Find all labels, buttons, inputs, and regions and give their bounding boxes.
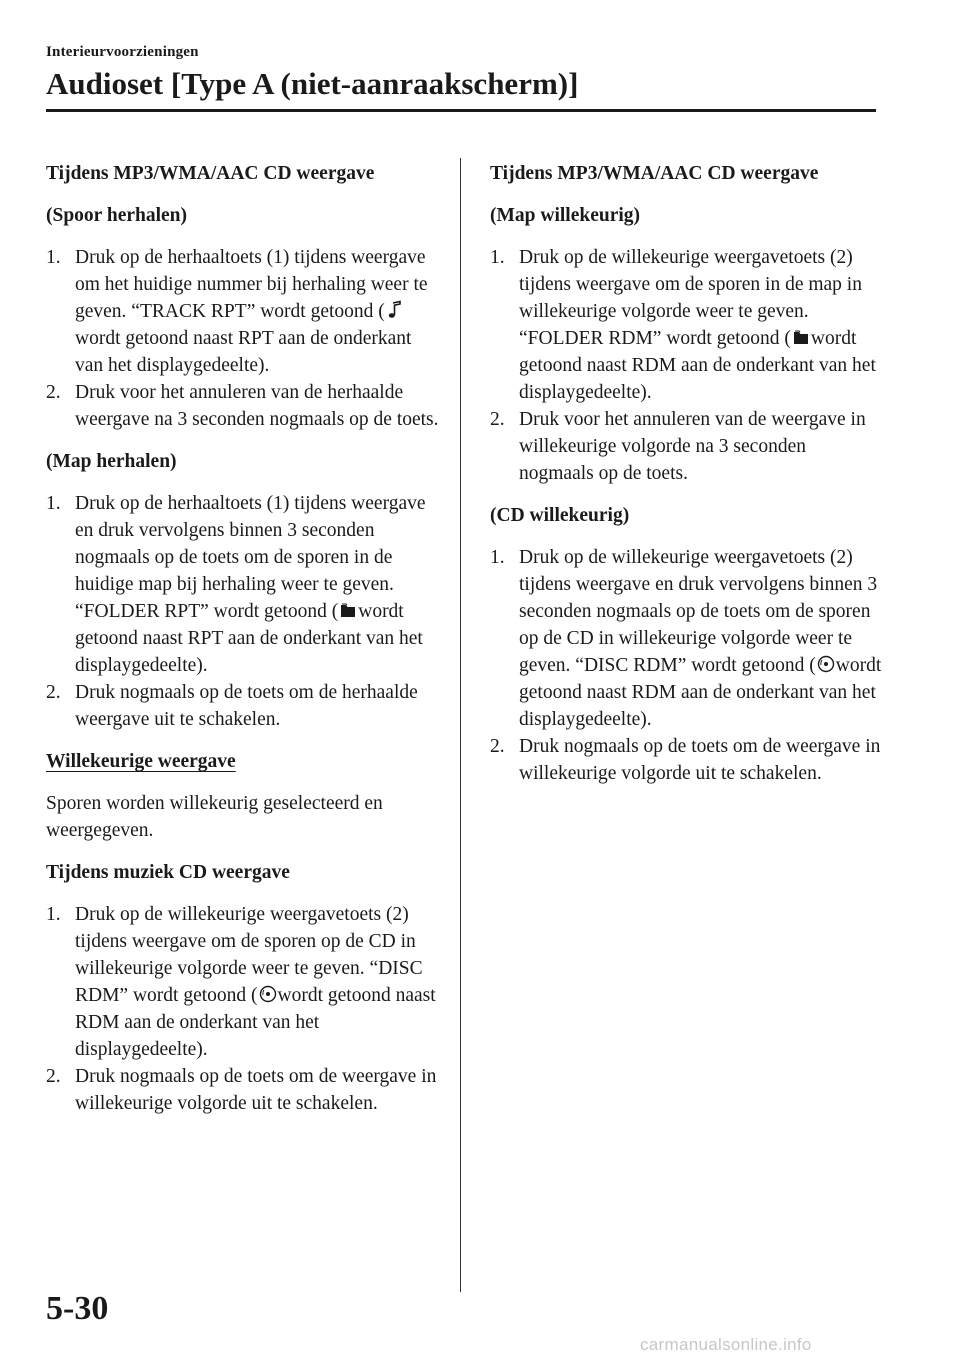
step-number: 1. — [46, 904, 61, 925]
step-number: 1. — [490, 247, 505, 268]
step-number: 1. — [46, 493, 61, 514]
map-herhalen-steps — [46, 490, 442, 733]
step-text: Druk nogmaals op de toets om de weergave in willekeurige volgorde uit te schakelen. — [75, 1066, 437, 1114]
step-number: 2. — [46, 682, 61, 703]
step-text: wordt getoond naast RPT aan de onderkant van het displaygedeelte). — [75, 601, 423, 676]
watermark: carmanualsonline.info — [640, 1335, 812, 1354]
mp3-heading: Tijdens MP3/WMA/AAC CD weergave — [46, 163, 375, 184]
spoor-herhalen-steps — [46, 244, 442, 433]
step-text: wordt getoond naast RPT aan de onderkant van het displaygedeelte). — [75, 328, 412, 376]
list-item — [46, 901, 442, 1063]
step-text: wordt getoond naast RDM aan de onderkant van het displaygedeelte). — [519, 328, 876, 403]
folder-icon — [792, 327, 810, 347]
step-number: 1. — [46, 247, 61, 268]
column-divider — [460, 158, 461, 1292]
step-text: Druk voor het annuleren van de weergave in willekeurige volgorde na 3 seconden nogmaals op de toets. — [519, 409, 866, 484]
step-number: 2. — [46, 1066, 61, 1087]
muziek-cd-steps — [46, 901, 442, 1117]
step-number: 1. — [490, 547, 505, 568]
step-text: Druk op de willekeurige weergavetoets (2) tijdens weergave en druk vervolgens binnen 3 seconden nogmaals op de toets om de sporen op de CD in willekeurige volgorde weer te geven. “DISC RDM” wordt getoond ( — [519, 547, 878, 676]
step-text: Druk nogmaals op de toets om de herhaalde weergave uit te schakelen. — [75, 682, 418, 730]
step-text: wordt getoond naast RDM aan de onderkant van het displaygedeelte). — [519, 655, 882, 730]
list-item — [46, 679, 442, 733]
map-willekeurig-steps — [490, 244, 882, 487]
step-number: 2. — [490, 736, 505, 757]
list-item — [490, 733, 882, 787]
map-willekeurig-heading: (Map willekeurig) — [490, 205, 641, 226]
page-number: 5-30 — [46, 1290, 109, 1327]
disc-icon — [817, 654, 835, 674]
folder-icon — [339, 600, 357, 620]
step-text: Druk nogmaals op de toets om de weergave in willekeurige volgorde uit te schakelen. — [519, 736, 881, 784]
muziek-cd-heading: Tijdens muziek CD weergave — [46, 862, 290, 883]
map-herhalen-heading: (Map herhalen) — [46, 451, 177, 472]
list-item — [46, 490, 442, 679]
right-column — [490, 160, 882, 802]
list-item — [46, 379, 442, 433]
step-text: Druk op de herhaaltoets (1) tijdens weergave en druk vervolgens binnen 3 seconden nogmaals op de toets om de sporen in de huidige map bij herhaling weer te geven. “FOLDER RPT” wordt getoond ( — [75, 493, 426, 622]
page-title: Audioset [Type A (niet-aanraakscherm)] — [46, 66, 579, 101]
left-column — [46, 160, 442, 1132]
willekeurige-weergave-heading: Willekeurige weergave — [46, 751, 236, 772]
list-item — [46, 1063, 442, 1117]
random-intro: Sporen worden willekeurig geselecteerd en weergegeven. — [46, 793, 383, 841]
section-label: Interieurvoorzieningen — [46, 44, 199, 60]
step-text: Druk op de herhaaltoets (1) tijdens weergave om het huidige nummer bij herhaling weer te geven. “TRACK RPT” wordt getoond ( — [75, 247, 428, 322]
list-item — [490, 406, 882, 487]
title-rule — [46, 109, 876, 112]
spoor-herhalen-heading: (Spoor herhalen) — [46, 205, 188, 226]
disc-icon — [259, 984, 277, 1004]
step-text: wordt getoond naast RDM aan de onderkant van het displaygedeelte). — [75, 985, 436, 1060]
list-item — [46, 244, 442, 379]
list-item — [490, 544, 882, 733]
mp3-heading: Tijdens MP3/WMA/AAC CD weergave — [490, 163, 819, 184]
step-number: 2. — [46, 382, 61, 403]
step-text: Druk voor het annuleren van de herhaalde weergave na 3 seconden nogmaals op de toets. — [75, 382, 439, 430]
cd-willekeurig-heading: (CD willekeurig) — [490, 505, 630, 526]
step-text: Druk op de willekeurige weergavetoets (2) tijdens weergave om de sporen op de CD in willekeurige volgorde weer te geven. “DISC RDM” wordt getoond ( — [75, 904, 423, 1006]
list-item — [490, 244, 882, 406]
cd-willekeurig-steps — [490, 544, 882, 787]
step-text: Druk op de willekeurige weergavetoets (2) tijdens weergave om de sporen in de map in willekeurige volgorde weer te geven. “FOLDER RDM” wordt getoond ( — [519, 247, 862, 349]
music-note-icon — [386, 300, 404, 320]
step-number: 2. — [490, 409, 505, 430]
